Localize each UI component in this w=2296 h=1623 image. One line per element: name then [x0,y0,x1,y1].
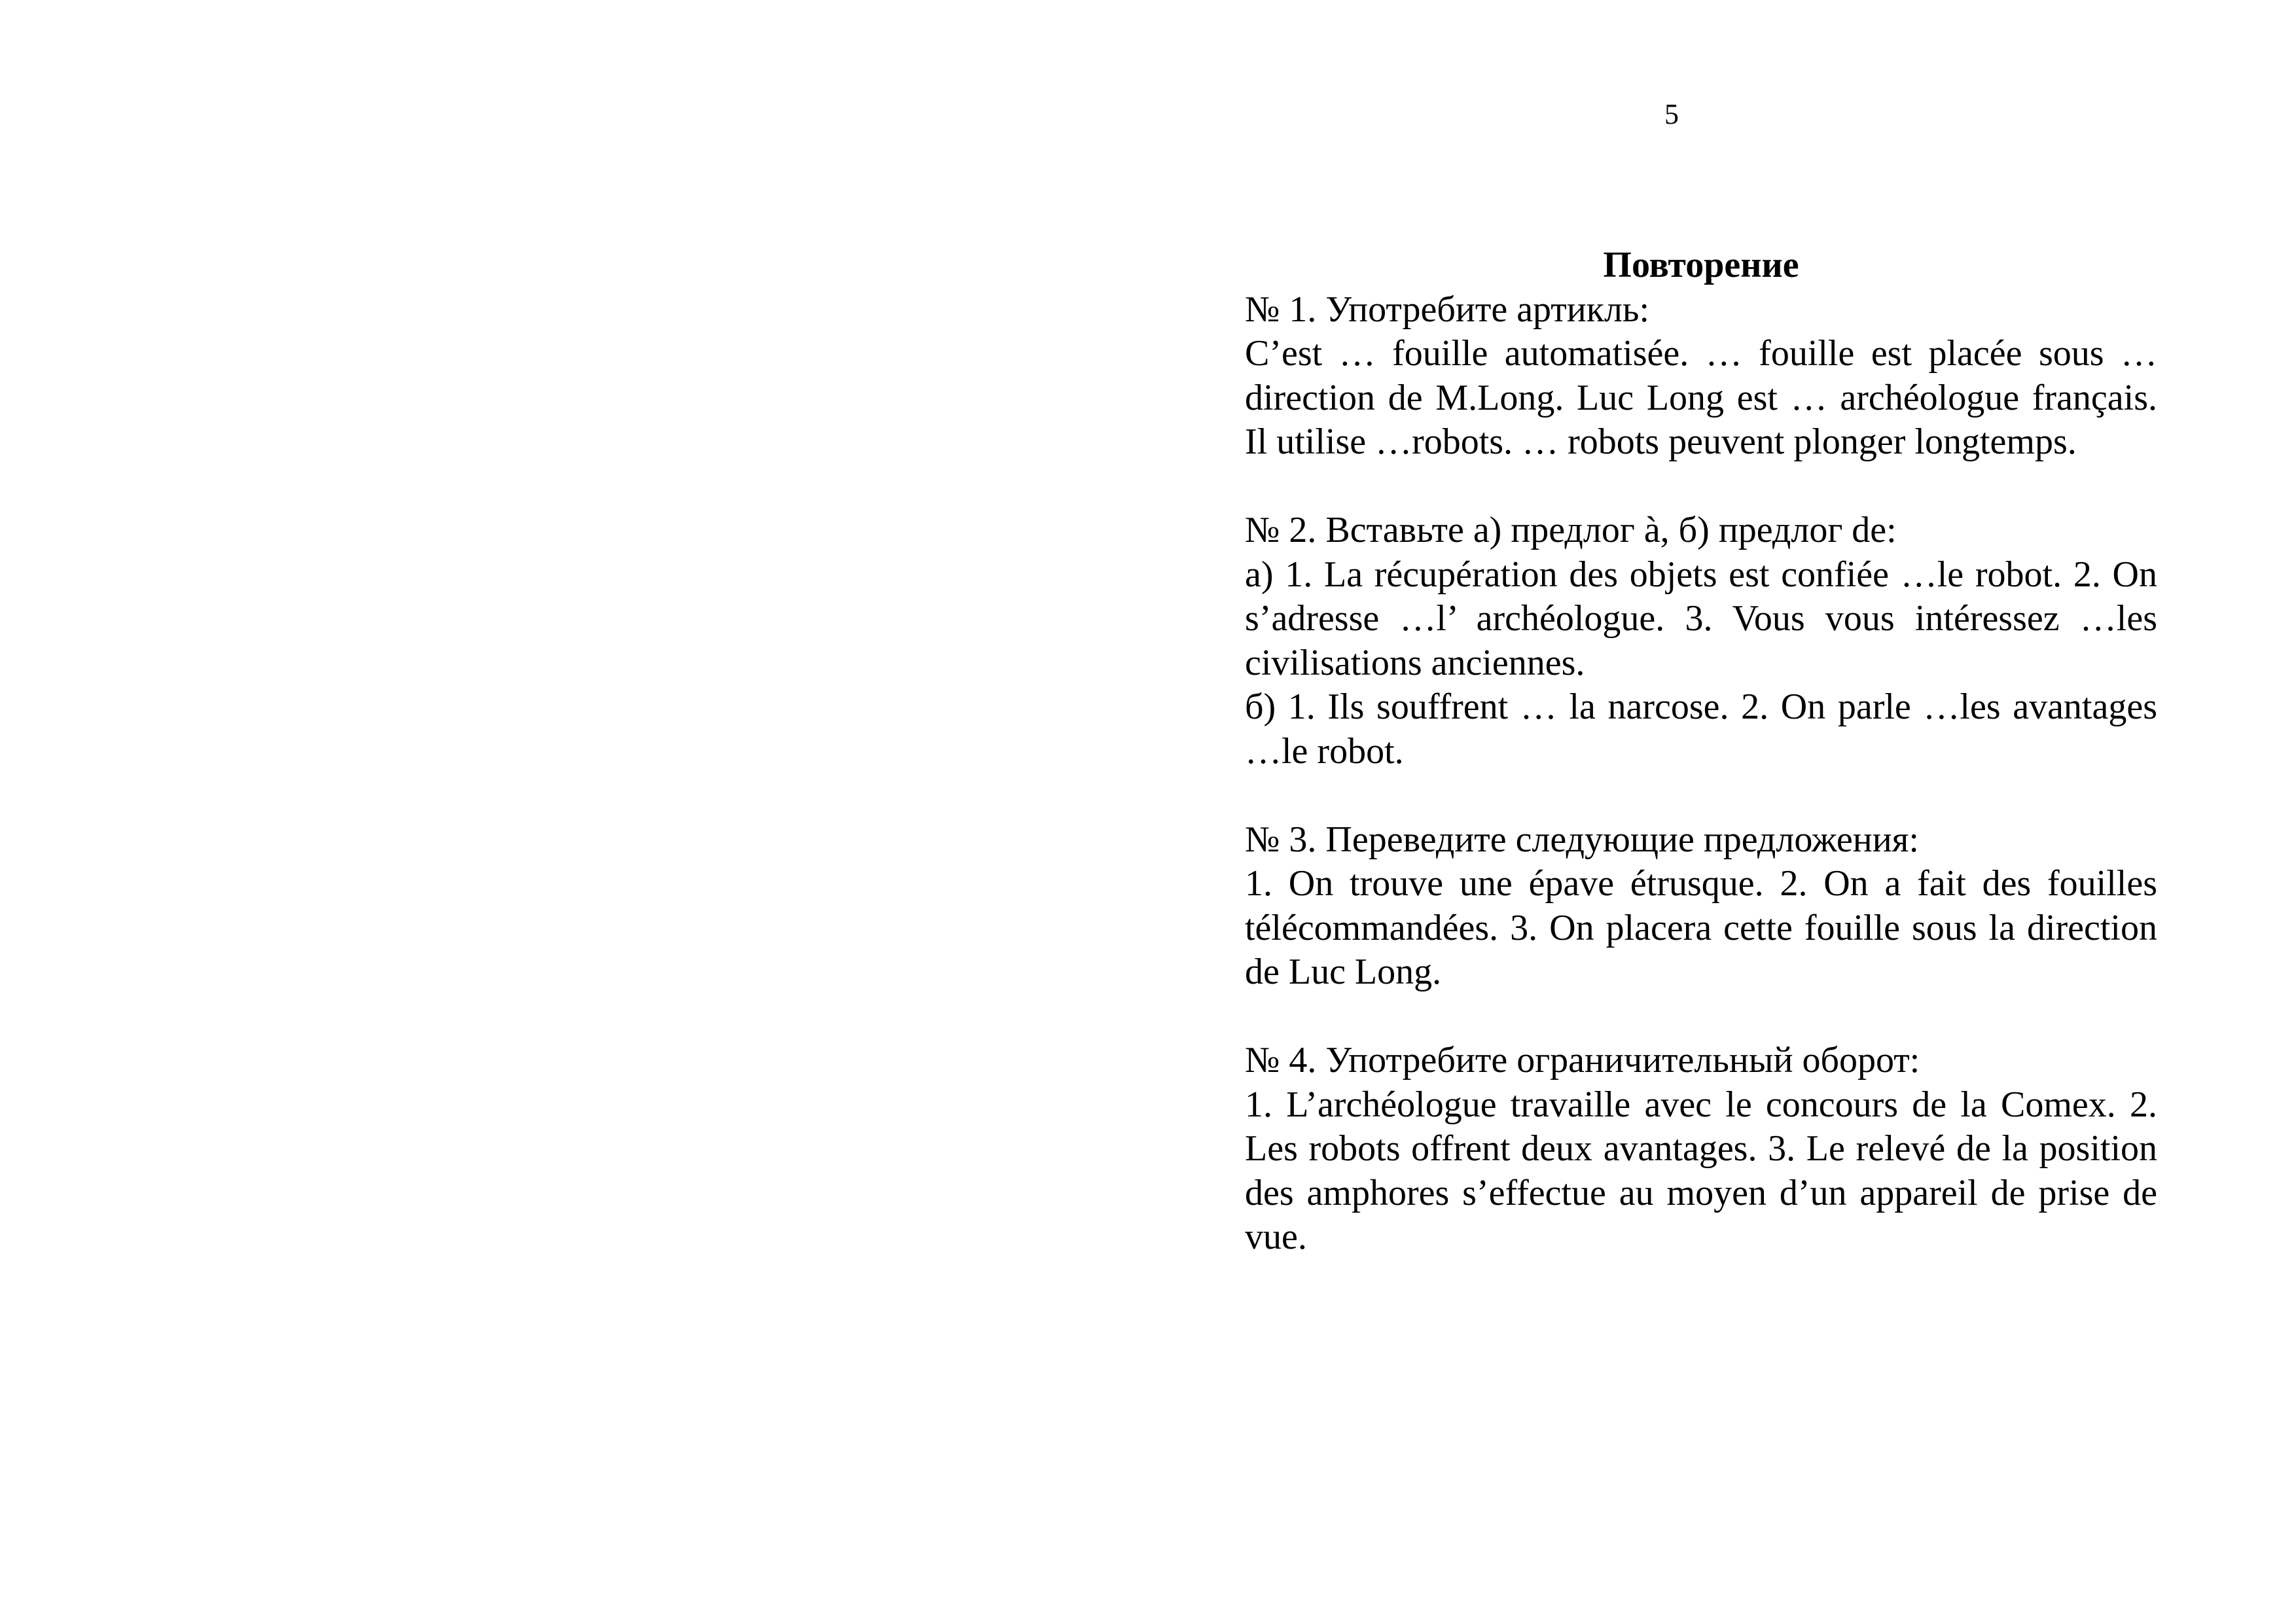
exercise-text-part-a: а) 1. La récupération des objets est confiée …le robot. 2. On s’adresse …l’ archéologue. 3. Vous vous intéressez …les civilisations anciennes. [1245,554,2157,683]
right-page [1148,0,2296,1623]
exercise-text-part-b: б) 1. Ils souffrent … la narcose. 2. On parle …les avantages …le robot. [1245,687,2157,772]
exercise-1 [1245,288,2157,465]
exercise-4 [1245,1039,2157,1260]
exercise-text: 1. L’archéologue travaille avec le concours de la Comex. 2. Les robots offrent deux avantages. 3. Le relevé de la position des amphores s’effectue au moyen d’un appareil de prise de vue. [1245,1084,2157,1257]
exercise-heading: № 1. Употребите артикль: [1245,289,1649,330]
exercise-heading: № 3. Переведите следующие предложения: [1245,819,1919,860]
exercise-text: C’est … fouille automatisée. … fouille est placée sous … direction de M.Long. Luc Long est … archéologue français. Il utilise …robots. … robots peuvent plonger longtemps. [1245,333,2157,462]
exercise-text: 1. On trouve une épave étrusque. 2. On a fait des fouilles télécommandées. 3. On placera cette fouille sous la direction de Luc Long. [1245,863,2157,992]
page-title: Повторение [1603,245,1799,285]
exercise-heading: № 2. Вставьте а) предлог à, б) предлог de: [1245,510,1897,550]
exercise-2 [1245,508,2157,774]
exercise-heading: № 4. Употребите ограничительный оборот: [1245,1040,1920,1080]
page-content [1245,243,2157,1260]
exercise-3 [1245,818,2157,995]
page-number: 5 [1664,98,1679,130]
